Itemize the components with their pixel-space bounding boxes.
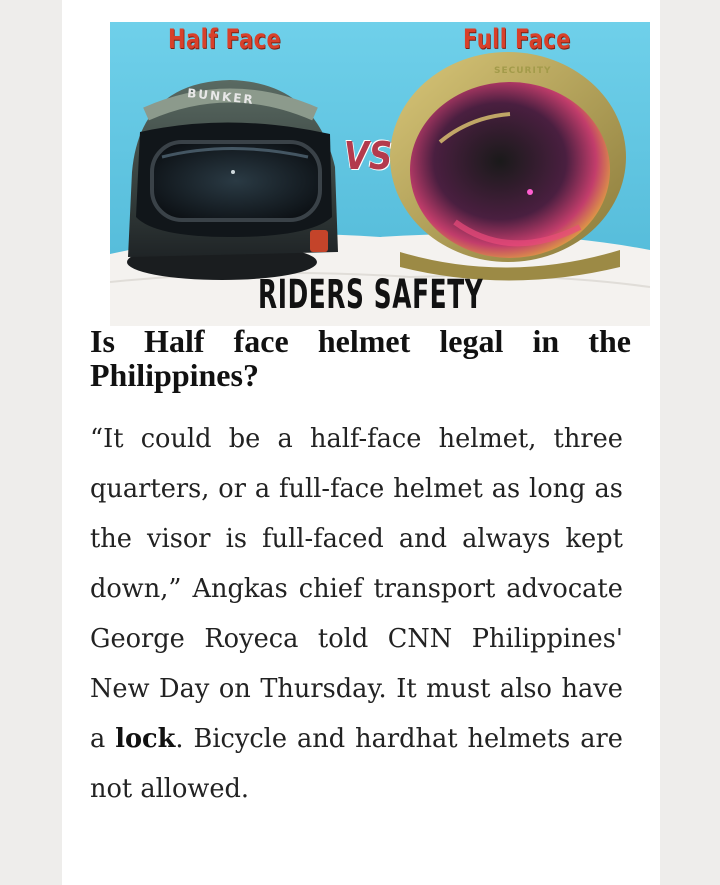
half-face-label: Half Face: [168, 24, 282, 55]
hero-image: [110, 22, 650, 326]
riders-safety-label: RIDERS SAFETY: [258, 272, 484, 318]
article-quote: “It could be a half-face helmet, three quarters, or a full-face helmet as long as the visor is full-faced and always kept down,” Angkas chief transport advocate George Royeca told CNN Philippines' New Day on Thursday. It must also have a: [90, 424, 623, 754]
versus-label: VS: [344, 134, 393, 178]
lock-emphasis: lock: [115, 724, 176, 754]
article-headline: Is Half face helmet legal in the Philippines?: [90, 323, 631, 393]
full-face-label: Full Face: [463, 24, 571, 55]
article-body: [90, 414, 623, 814]
article-tail: . Bicycle and hardhat helmets are not allowed.: [90, 724, 623, 804]
helmet-brand-logo: SECURITY: [494, 66, 552, 76]
bunker-brand-logo: BUNKER: [186, 86, 256, 107]
half-face-helmet: [127, 80, 338, 280]
